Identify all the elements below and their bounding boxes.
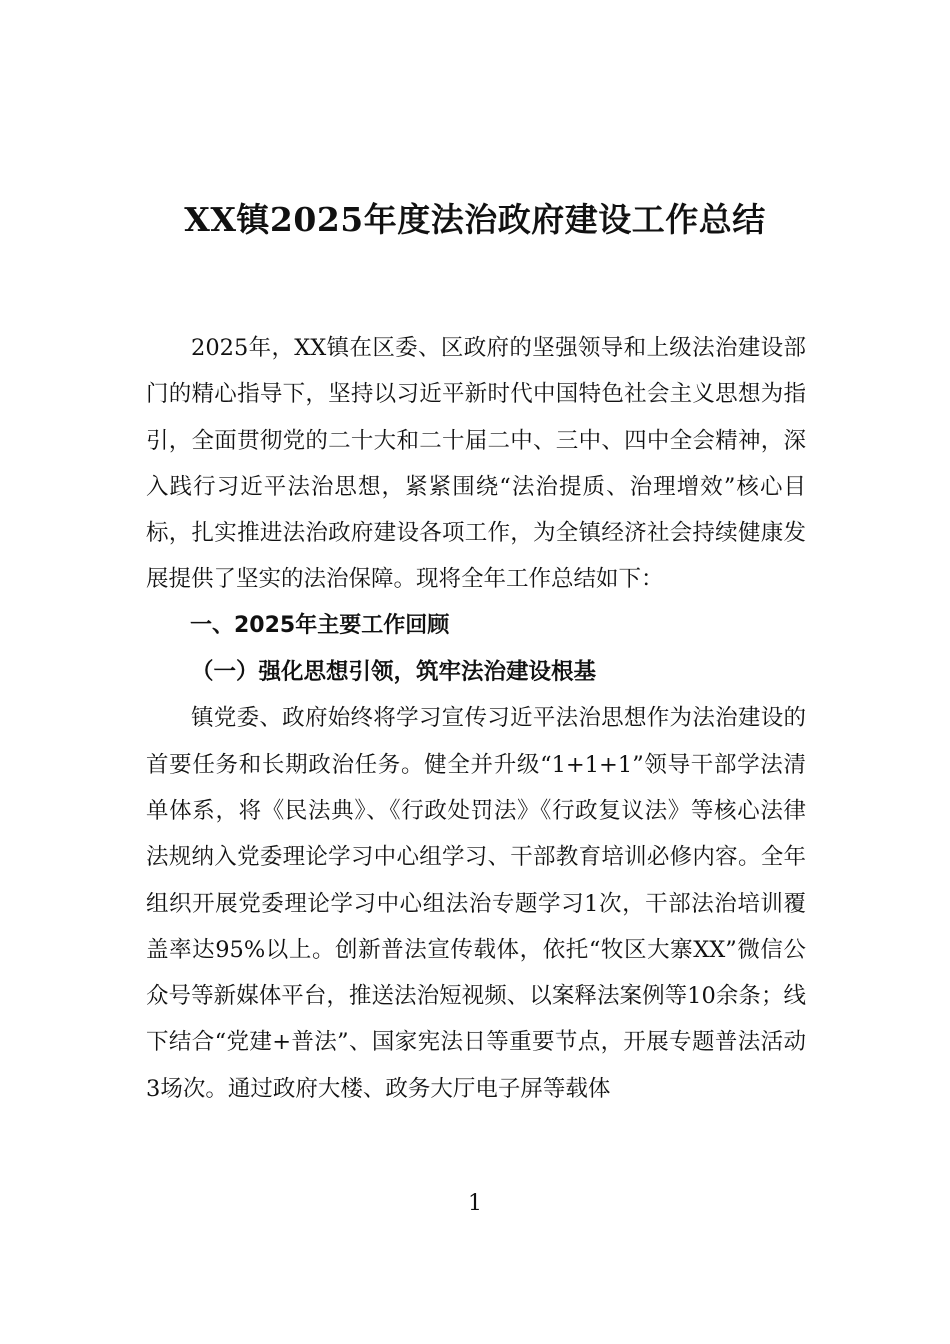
subsection-heading: （一）强化思想引领，筑牢法治建设根基 [191, 659, 597, 686]
document-title: XX镇2025年度法治政府建设工作总结 [184, 200, 766, 239]
intro-paragraph: 2025年，XX镇在区委、区政府的坚强领导和上级法治建设部门的精心指导下，坚持以习近平新时代中国特色社会主义思想为指引，全面贯彻党的二十大和二十届二中、三中、四中全会精神，深入践行习近平法治思想，紧紧围绕“法治提质、治理增效”核心目标，扎实推进法治政府建设各项工作，为全镇经济社会持续健康发展提供了坚实的法治保障。现将全年工作总结如下： [146, 335, 806, 593]
document-body [146, 325, 806, 1112]
body-paragraph: 镇党委、政府始终将学习宣传习近平法治思想作为法治建设的首要任务和长期政治任务。健全并升级“1+1+1”领导干部学法清单体系，将《民法典》、《行政处罚法》《行政复议法》等核心法律法规纳入党委理论学习中心组学习、干部教育培训必修内容。全年组织开展党委理论学习中心组法治专题学习1次，干部法治培训覆盖率达95%以上。创新普法宣传载体，依托“牧区大寨XX”微信公众号等新媒体平台，推送法治短视频、以案释法案例等10余条；线下结合“党建+普法”、国家宪法日等重要节点，开展专题普法活动3场次。通过政府大楼、政务大厅电子屏等载体 [146, 705, 806, 1102]
page-number: 1 [468, 1191, 482, 1216]
section-heading: 一、2025年主要工作回顾 [190, 612, 450, 638]
